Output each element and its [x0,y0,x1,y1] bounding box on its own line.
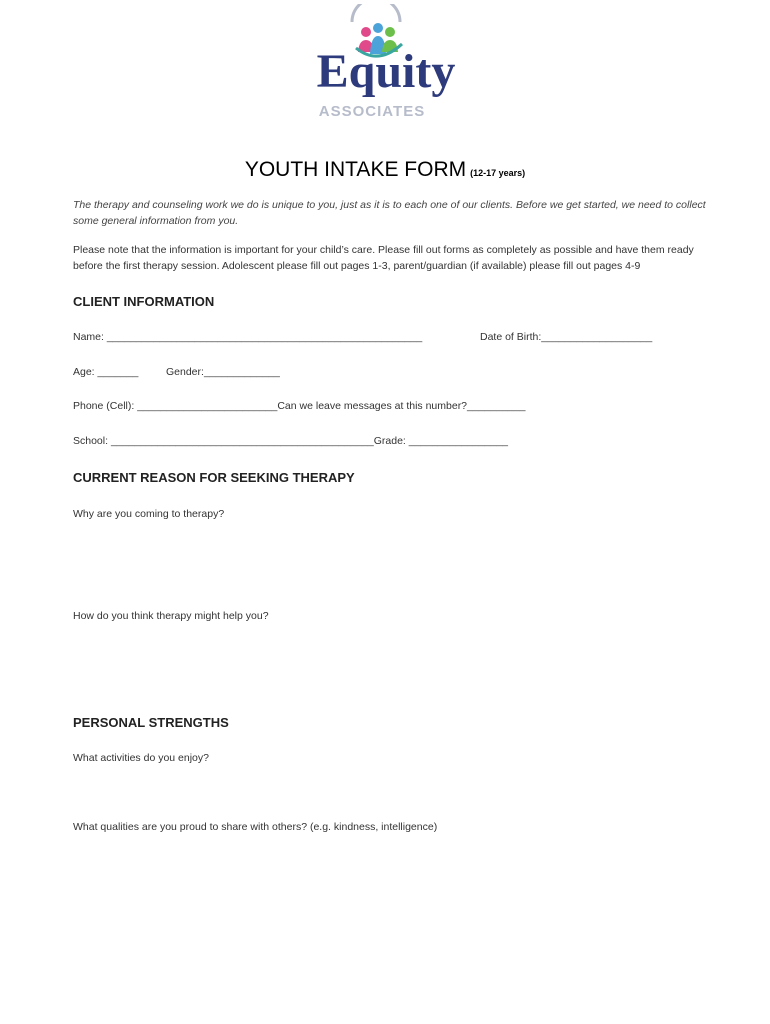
why-therapy-question: Why are you coming to therapy? [73,508,225,520]
gender-field[interactable]: Gender:_____________ [166,366,280,378]
intro-note-text: Please note that the information is important for your child’s care. Please fill out forms as completely as possible and have them ready before the first therapy session. Adolescent please fill out pages 1-3, parent/guardian (if available) please fill out pages 4-9 [73,244,694,272]
client-information-heading: CLIENT INFORMATION [73,294,215,309]
form-title-main: YOUTH INTAKE FORM [244,158,467,181]
activities-question: What activities do you enjoy? [73,752,209,764]
intro-italic-text: The therapy and counseling work we do is unique to you, just as it is to each one of our clients. Before we get started, we need to collect some general information from you. [73,199,706,227]
name-field[interactable]: Name: ______________________________________________________ [73,331,423,343]
date-of-birth-field[interactable]: Date of Birth:___________________ [480,331,653,343]
form-title-age-range: (12-17 years) [470,168,526,178]
form-title [0,158,770,182]
logo-word: Equity [316,45,456,98]
personal-strengths-heading: PERSONAL STRENGTHS [73,715,229,730]
equity-associates-logo [300,4,470,124]
school-grade-field[interactable]: School: _____________________________________________Grade: _________________ [73,435,509,447]
reason-for-therapy-heading: CURRENT REASON FOR SEEKING THERAPY [73,470,355,485]
logo-subtitle: ASSOCIATES [318,103,426,120]
how-therapy-help-question: How do you think therapy might help you? [73,610,269,622]
qualities-question: What qualities are you proud to share with others? (e.g. kindness, intelligence) [73,821,438,833]
phone-field[interactable]: Phone (Cell): ________________________Can we leave messages at this number?__________ [73,400,526,412]
age-field[interactable]: Age: _______ [73,366,139,378]
